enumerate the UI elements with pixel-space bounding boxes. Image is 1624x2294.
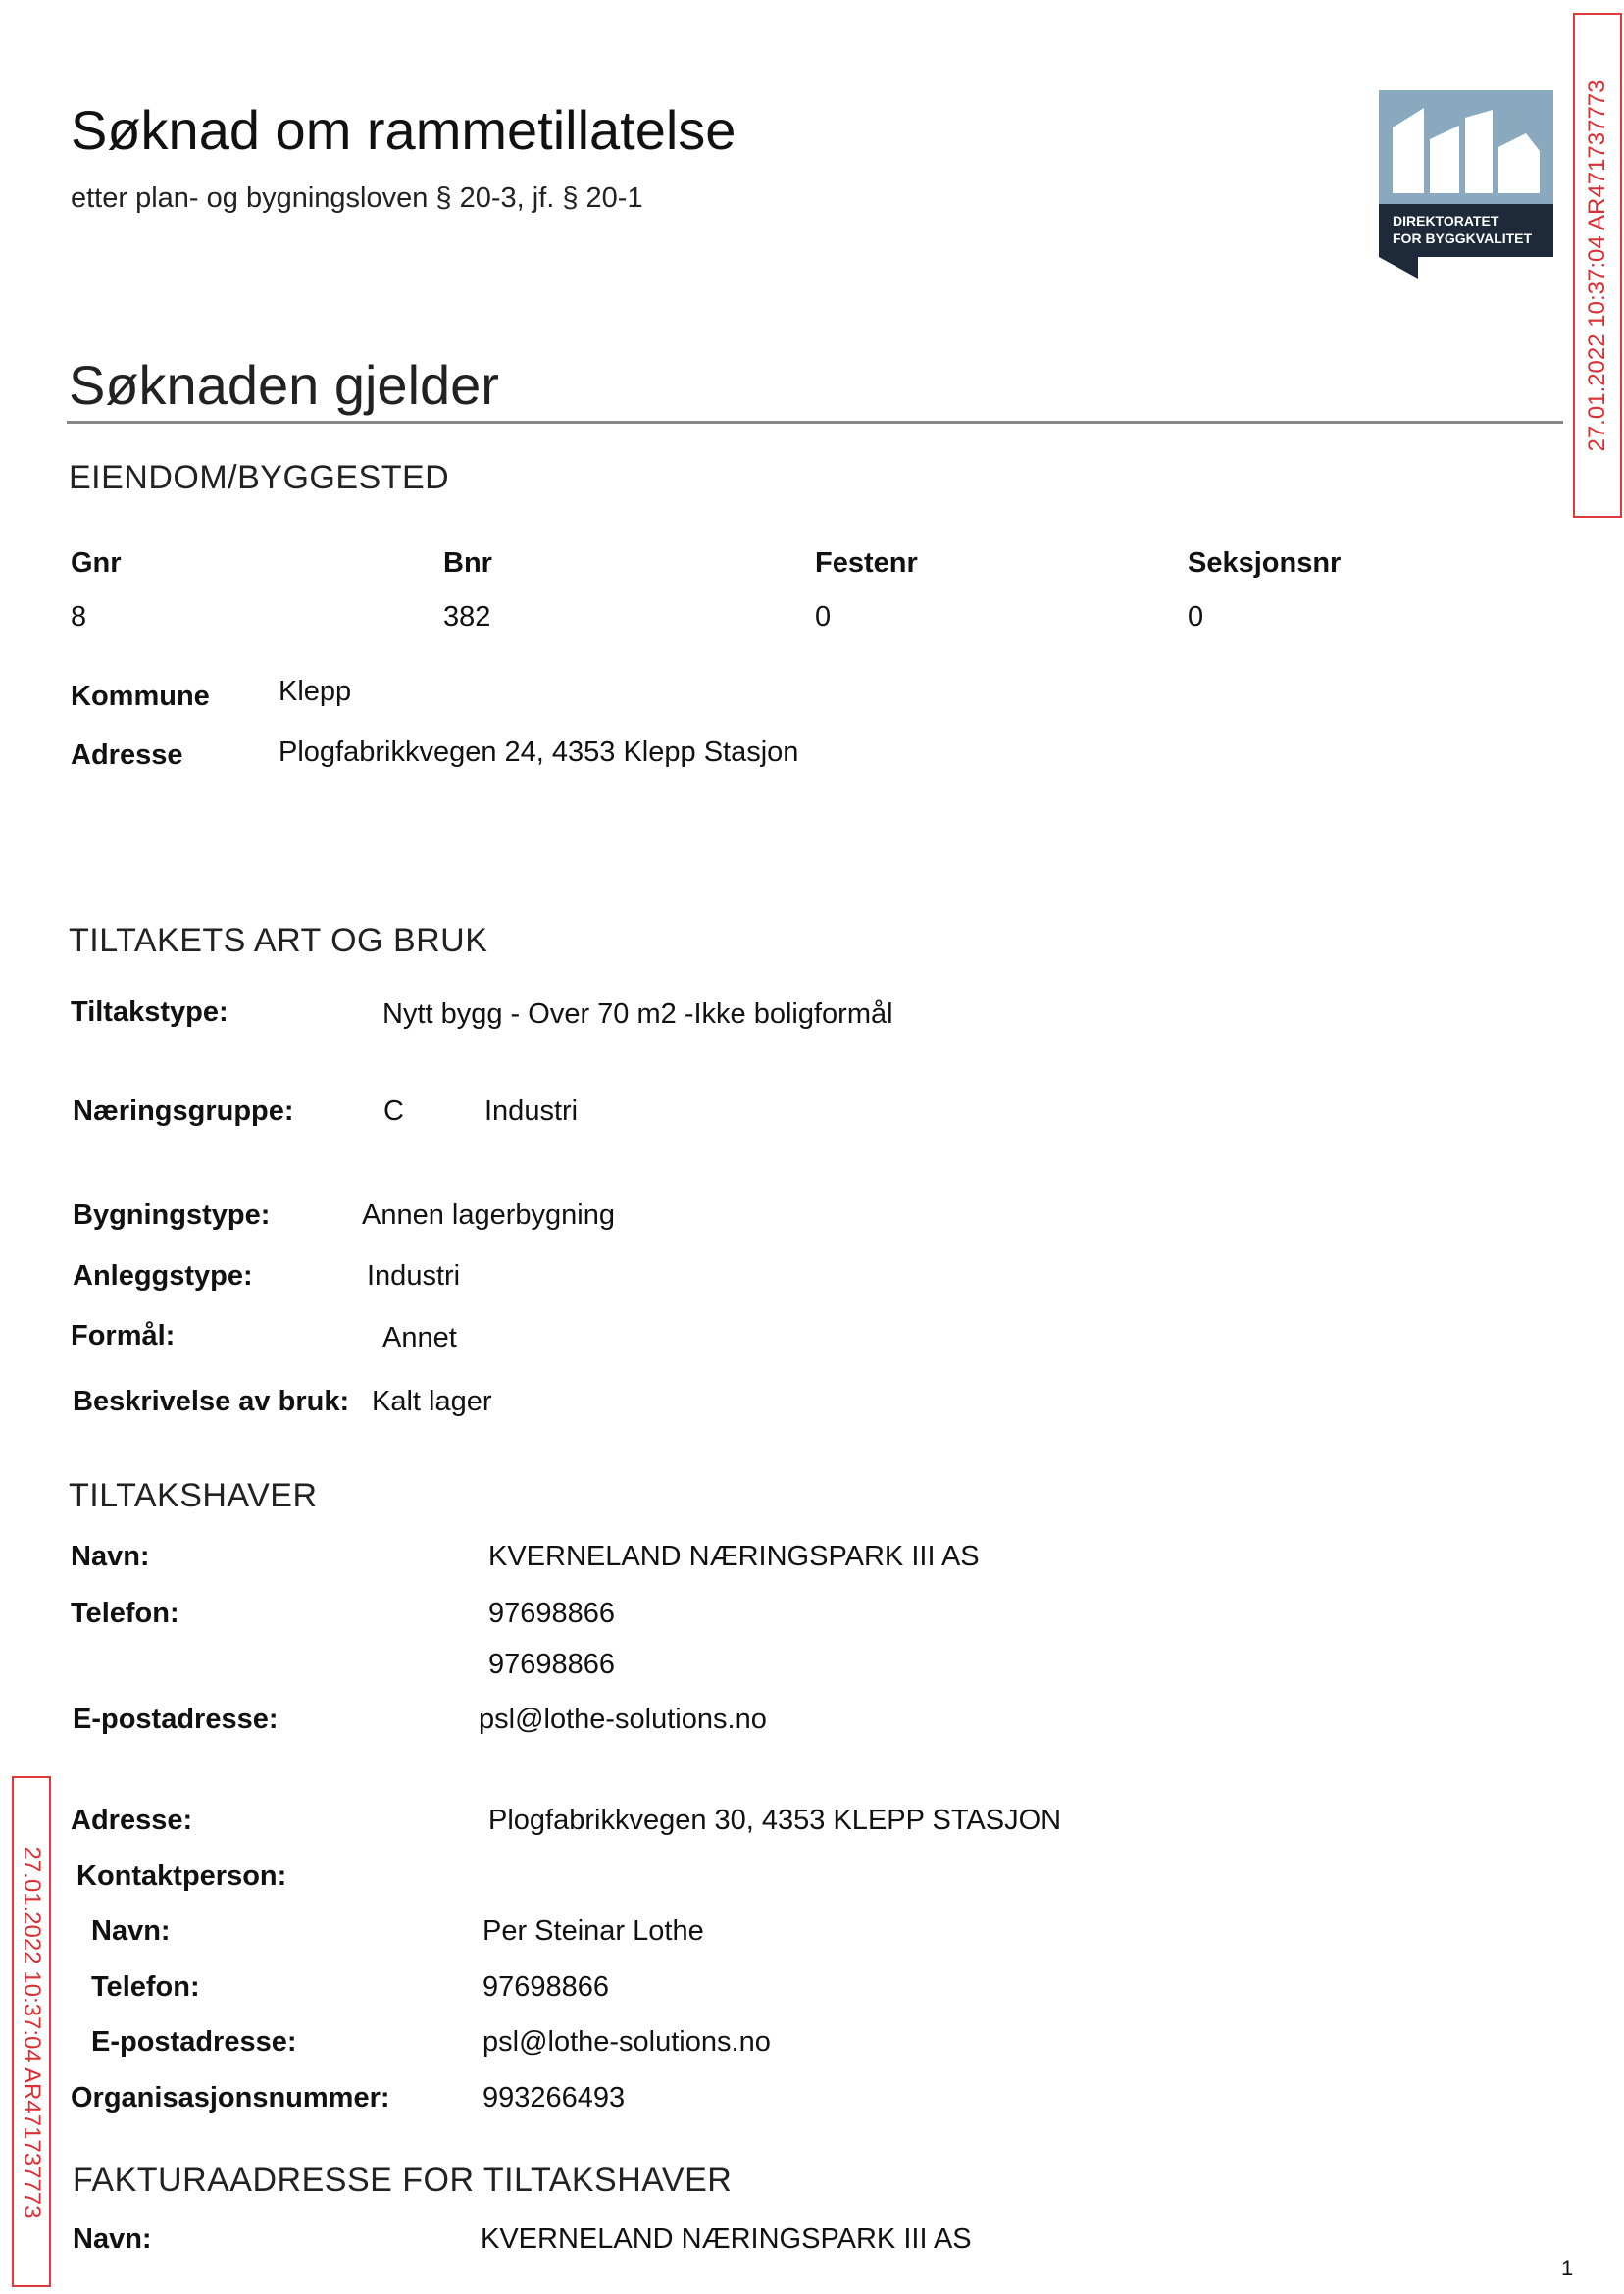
kp-navn-value: Per Steinar Lothe (482, 1915, 704, 1947)
gnr-label: Gnr (71, 547, 122, 579)
orgnr-label: Organisasjonsnummer: (71, 2082, 390, 2114)
bygningstype-label: Bygningstype: (73, 1199, 271, 1231)
anleggstype-label: Anleggstype: (73, 1260, 253, 1292)
festenr-label: Festenr (815, 547, 918, 579)
section-divider (67, 421, 1563, 424)
faktura-navn-label: Navn: (73, 2223, 152, 2255)
gnr-value: 8 (71, 601, 87, 633)
date-stamp-bottom-text: 27.01.2022 10:37:04 AR471737773 (19, 1845, 45, 2218)
beskrivelse-label: Beskrivelse av bruk: (73, 1386, 350, 1417)
document-title: Søknad om rammetillatelse (71, 99, 736, 161)
date-stamp-top-text: 27.01.2022 10:37:04 AR471737773 (1584, 78, 1610, 452)
kp-epost-value: psl@lothe-solutions.no (482, 2026, 771, 2058)
bnr-label: Bnr (443, 547, 492, 579)
orgnr-value: 993266493 (482, 2082, 626, 2114)
logo-text-line1: DIREKTORATET (1393, 213, 1499, 229)
naeringsgruppe-code: C (383, 1096, 404, 1127)
document-subtitle: etter plan- og bygningsloven § 20-3, jf. § 20-1 (71, 182, 643, 214)
date-stamp-top (1573, 13, 1622, 518)
adresse-label: Adresse (71, 739, 183, 771)
heading-faktura: FAKTURAADRESSE FOR TILTAKSHAVER (73, 2162, 733, 2199)
tiltakstype-label: Tiltakstype: (71, 996, 228, 1028)
dibk-logo (1379, 90, 1553, 279)
section-title: Søknaden gjelder (69, 354, 499, 416)
heading-tiltakshaver: TILTAKSHAVER (69, 1477, 318, 1514)
th-telefon-label: Telefon: (71, 1598, 179, 1629)
th-epost-value: psl@lothe-solutions.no (479, 1704, 767, 1735)
faktura-navn-value: KVERNELAND NÆRINGSPARK III AS (481, 2223, 972, 2255)
bygningstype-value: Annen lagerbygning (362, 1199, 615, 1231)
th-epost-label: E-postadresse: (73, 1704, 279, 1735)
kp-telefon-label: Telefon: (91, 1971, 200, 2003)
tiltakstype-value: Nytt bygg - Over 70 m2 -Ikke boligformål (382, 998, 893, 1030)
th-navn-value: KVERNELAND NÆRINGSPARK III AS (488, 1541, 980, 1572)
th-telefon-value-1: 97698866 (488, 1598, 616, 1629)
anleggstype-value: Industri (367, 1260, 461, 1292)
seksjonsnr-label: Seksjonsnr (1188, 547, 1342, 579)
kp-epost-label: E-postadresse: (91, 2026, 297, 2058)
page-number: 1 (1561, 2256, 1574, 2280)
seksjonsnr-value: 0 (1188, 601, 1204, 633)
heading-eiendom: EIENDOM/BYGGESTED (69, 459, 450, 496)
kommune-value: Klepp (279, 676, 352, 707)
bnr-value: 382 (443, 601, 491, 633)
th-telefon-value-2: 97698866 (488, 1649, 616, 1680)
formal-value: Annet (382, 1322, 457, 1353)
kommune-label: Kommune (71, 681, 210, 712)
naeringsgruppe-label: Næringsgruppe: (73, 1096, 294, 1127)
kp-navn-label: Navn: (91, 1915, 171, 1947)
festenr-value: 0 (815, 601, 832, 633)
kp-telefon-value: 97698866 (482, 1971, 610, 2003)
heading-tiltak: TILTAKETS ART OG BRUK (69, 922, 488, 959)
naeringsgruppe-value: Industri (484, 1096, 579, 1127)
th-adresse-label: Adresse: (71, 1805, 193, 1836)
th-navn-label: Navn: (71, 1541, 150, 1572)
th-adresse-value: Plogfabrikkvegen 30, 4353 KLEPP STASJON (488, 1805, 1062, 1836)
beskrivelse-value: Kalt lager (372, 1386, 492, 1417)
kontaktperson-label: Kontaktperson: (76, 1861, 287, 1892)
dibk-logo-graphic (1379, 90, 1553, 279)
adresse-value: Plogfabrikkvegen 24, 4353 Klepp Stasjon (279, 737, 799, 768)
date-stamp-bottom (12, 1776, 51, 2287)
formal-label: Formål: (71, 1320, 176, 1351)
logo-text-line2: FOR BYGGKVALITET (1393, 230, 1533, 246)
